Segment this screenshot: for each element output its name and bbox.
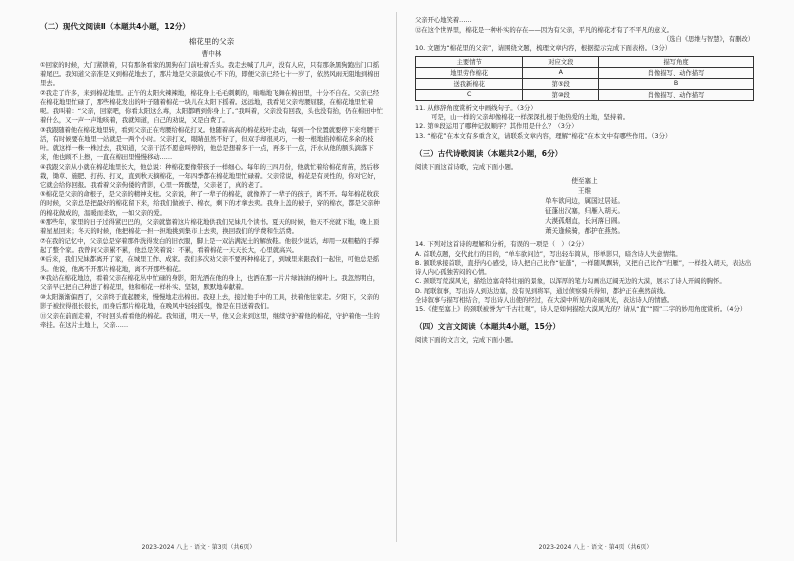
right-page (397, 0, 794, 561)
paragraph: ⑥那些年，家里的日子过得紧巴巴的，父亲就靠着这片棉花地供我们兄妹几个读书。夏天的时候，他天不亮就下地，晚上顶着星星回来；冬天的时候，他把棉花一担一担地挑到集市上去卖，换回我们的学费和生活费。 (40, 218, 380, 236)
question-13: 13. “棉花”在本文有多重含义，请联系文章内容，理解“棉花”在本文中有哪些作用。（3分） (415, 131, 672, 140)
table-cell: B (599, 78, 754, 89)
paragraph: ④我跟父亲从小就在棉花地里长大，他总说：种棉花要像带孩子一样细心。每年的三四月份，他就忙着给棉花育苗，然后移栽，锄草、施肥、打药、打叉，直到秋天摘棉花，一年四季都在棉花地里忙碌着。父亲常说，棉花是有灵性的，你对它好，它就会给你回报。我看着父亲佝偻的背影，心里一阵酸楚，父亲老了，真的老了。 (40, 162, 380, 189)
question-12: 12. 第⑤段运用了哪种记叙顺序？其作用是什么？（3分） (415, 122, 578, 131)
poem-line: 萧关逢候骑，都护在燕然。 (544, 227, 625, 236)
paragraph: ①回家的时候，大门紧锁着，只有那条看家的黑狗在门前吐着舌头。我走去喊了几声，没有人应，只有那条黑狗跑出门口摇着尾巴。我知道父亲准是又到棉花地去了，那片地是父亲最放心不下的，即便父亲已经七十一岁了，依然风雨无阻地到棉田里去。 (40, 61, 380, 88)
section-heading: （三）古代诗歌阅读（本题共2小题，6分） (415, 148, 563, 158)
option-d: D. 尾联叙事，写出诗人到达边塞，没有见到将军，通过侦察骑兵得知，都护正在燕然前线。 (415, 287, 670, 295)
poem-author: 王维 (577, 187, 592, 196)
page-footer: 2023-2024 八上 · 语文 · 第4页（共6页） (538, 544, 653, 551)
table-cell: C (416, 89, 523, 100)
paragraph: ②我走了许多，来到棉花地里。正午的太阳火辣辣地，棉花身上毛毛刺刺的，嗡嗡地飞舞在棉田里，十分不自在。父亲已经在棉花地里忙碌了，那些棉花发出的叶子随着棉花一块儿在太阳下摇着。远远地，我看见父亲弯腰屈膝，在棉花地里忙着呢。我叫着：“父亲，回家吧，你看太阳这么毒，太阳都晒到你身上了。”我叫着，父亲没有回我，头也没有抬，仍在棉田中忙着什么，又一声一声地咳着，我就知道，自己的劝说，又是白费了。 (40, 88, 383, 125)
quoted-sentence: 可是，山一样的父亲却像棉花一样深深扎根于他热爱的土地，坚持着。 (431, 113, 630, 122)
option-b: B. 颔联承接首联，直抒内心感受，诗人把自己比作“征蓬”，一样随风飘转，又把自己比作“归雁”，一样投入胡天，表达出诗人内心孤独苦闷的心情。 (415, 259, 752, 277)
source-note: （选自《思维与智慧》，有删改） (662, 35, 754, 44)
table-cell: A (523, 67, 599, 78)
question-15: 15.《使至塞上》的颈联被誉为“千古壮观”，诗人是如何描绘大漠风光的？请从“直”“圆”二字的妙用角度赏析。（4分） (415, 304, 747, 313)
poem-line: 征蓬出汉塞，归雁入胡天。 (544, 207, 625, 216)
poem-line: 大漠孤烟直，长河落日圆。 (544, 217, 625, 226)
table-row (416, 78, 754, 89)
paragraph: ⑩太阳渐渐偏西了，父亲终于直起腰来，慢慢地走出棉田。我迎上去，接过他手中的工具，扶着他往家走。夕阳下，父亲的影子被拉得很长很长，而身后那片棉花地，在晚风中轻轻摇曳，像是在目送着我们。 (40, 292, 380, 310)
answer-table (415, 56, 754, 101)
poem-line: 单车欲问边，属国过居延。 (544, 197, 625, 206)
section-intro: 阅读下面这首诗歌，完成下面小题。 (415, 162, 518, 171)
table-cell: 第⑩段 (523, 89, 599, 100)
page-footer: 2023-2024 八上 · 语文 · 第3页（共6页） (141, 544, 256, 551)
option-c: C. 颈联写荒漠风光，描绘边塞奇特壮丽的景象，以浑厚的笔力勾画出辽阔无边的大漠，展示了诗人开阔的胸怀。 (415, 278, 726, 286)
table-row (416, 89, 754, 100)
table-header-row (416, 56, 754, 67)
section-heading: （二）现代文阅读Ⅱ（本题共4小题，12分） (40, 22, 190, 31)
section-intro: 阅读下面的文言文，完成下面小题。 (415, 336, 518, 345)
table-row (416, 67, 754, 78)
table-cell: 肖像描写、动作描写 (599, 67, 754, 78)
article-continuation: 父亲开心地笑着…… (415, 16, 472, 24)
section-heading: （四）文言文阅读（本题共4小题，15分） (415, 322, 560, 332)
question-14: 14. 下列对这首诗的理解和分析，有误的一项是（ ）（2分） (415, 240, 588, 249)
option-d-cont: 全诗叙事与描写相结合，写出诗人出使的经过，在大漠中所见的奇丽风光，表达诗人的情感。 (415, 296, 674, 304)
paragraph: ⑤棉花是父亲的命根子，是父亲的精神支柱。父亲说，种了一辈子的棉花，就像养了一辈子的孩子，离不开。每年棉花收获的时候，父亲总是把最好的棉花留下来，给我们做被子、棉衣，剩下的才拿去卖。我身上盖的被子，穿的棉衣，都是父亲种的棉花做成的，温暖而柔软，一如父亲的爱。 (40, 190, 380, 217)
poem-title: 使至塞上 (571, 177, 598, 186)
table-cell: 第⑤段 (523, 78, 599, 89)
paragraph: ⑧后来，我们兄妹都离开了家，在城里工作、成家。我们多次劝父亲不要再种棉花了，到城里来跟我们一起住，可他总是摇头。他说，他离不开那片棉花地，离不开那些棉花。 (40, 255, 380, 273)
question-10: 10. 文题为“棉花里的父亲”，请围绕文题，梳理文章内容，根据提示完成下面表格。（3分） (415, 44, 672, 53)
table-header: 对应文段 (523, 56, 599, 67)
article-title: 棉花里的父亲 (188, 37, 235, 46)
table-header: 描写角度 (599, 56, 754, 67)
article-author: 曹中林 (201, 50, 222, 58)
option-a: A. 首联点题，交代此行的目的，“单车欲问边”，写出轻车简从，形单影只，暗含诗人失意情绪。 (415, 250, 682, 258)
article-continuation: ⑫在这个世界里，棉花是一种朴实的存在——因为有父亲，平凡的棉花才有了不平凡的意义。 (415, 25, 673, 34)
article-body (40, 61, 383, 330)
paragraph: ⑦在我的记忆中，父亲总是穿着那件洗得发白的旧衣服，脚上是一双沾满泥土的解放鞋。他很少说话，却用一双粗糙的手撑起了整个家。我曾问父亲累不累，他总是笑着说：不累，看着棉花一天天长大，心里就高兴。 (40, 236, 380, 254)
question-11: 11. 从修辞角度赏析文中画线句子。（3分） (415, 103, 537, 112)
paragraph: ⑪父亲在前面走着，不时回头看看他的棉花。我知道，明天一早，他又会来到这里，继续守护着他的棉花，守护着他一生的牵挂。在这片土地上，父亲…… (40, 311, 380, 329)
paragraph: ③我跟随着他在棉花地里转，看到父亲正在弯腰给棉花打叉。他随着高高的棉花枝叶走动，每到一个位置就要停下来弯腰干活，有时候要在地里一站就是一两个小时。父亲打叉，眼睛虽然不好了，但双手却很灵巧，一根一根地掐掉棉花多余的枝叶。就这样一株一株过去，我知道，父亲干活不愿意叫停的，他总是想着多干一点，再多干一点，汗水从他的额头滴落下来，他也顾不上擦，一直在棉田里慢慢移动…… (40, 125, 380, 161)
paragraph: ⑨我站在棉花地边，看着父亲在棉花丛中忙碌的身影，阳光洒在他的身上，也洒在那一片片绿油油的棉叶上。我忽然明白，父亲早已把自己种进了棉花里，他和棉花一样朴实、坚韧，默默地奉献着。 (40, 274, 380, 292)
table-cell: 送我新棉花 (416, 78, 523, 89)
table-header: 主要情节 (416, 56, 523, 67)
table-cell: 地里劳作棉花 (416, 67, 523, 78)
table-cell: 肖像描写、动作描写 (599, 89, 754, 100)
